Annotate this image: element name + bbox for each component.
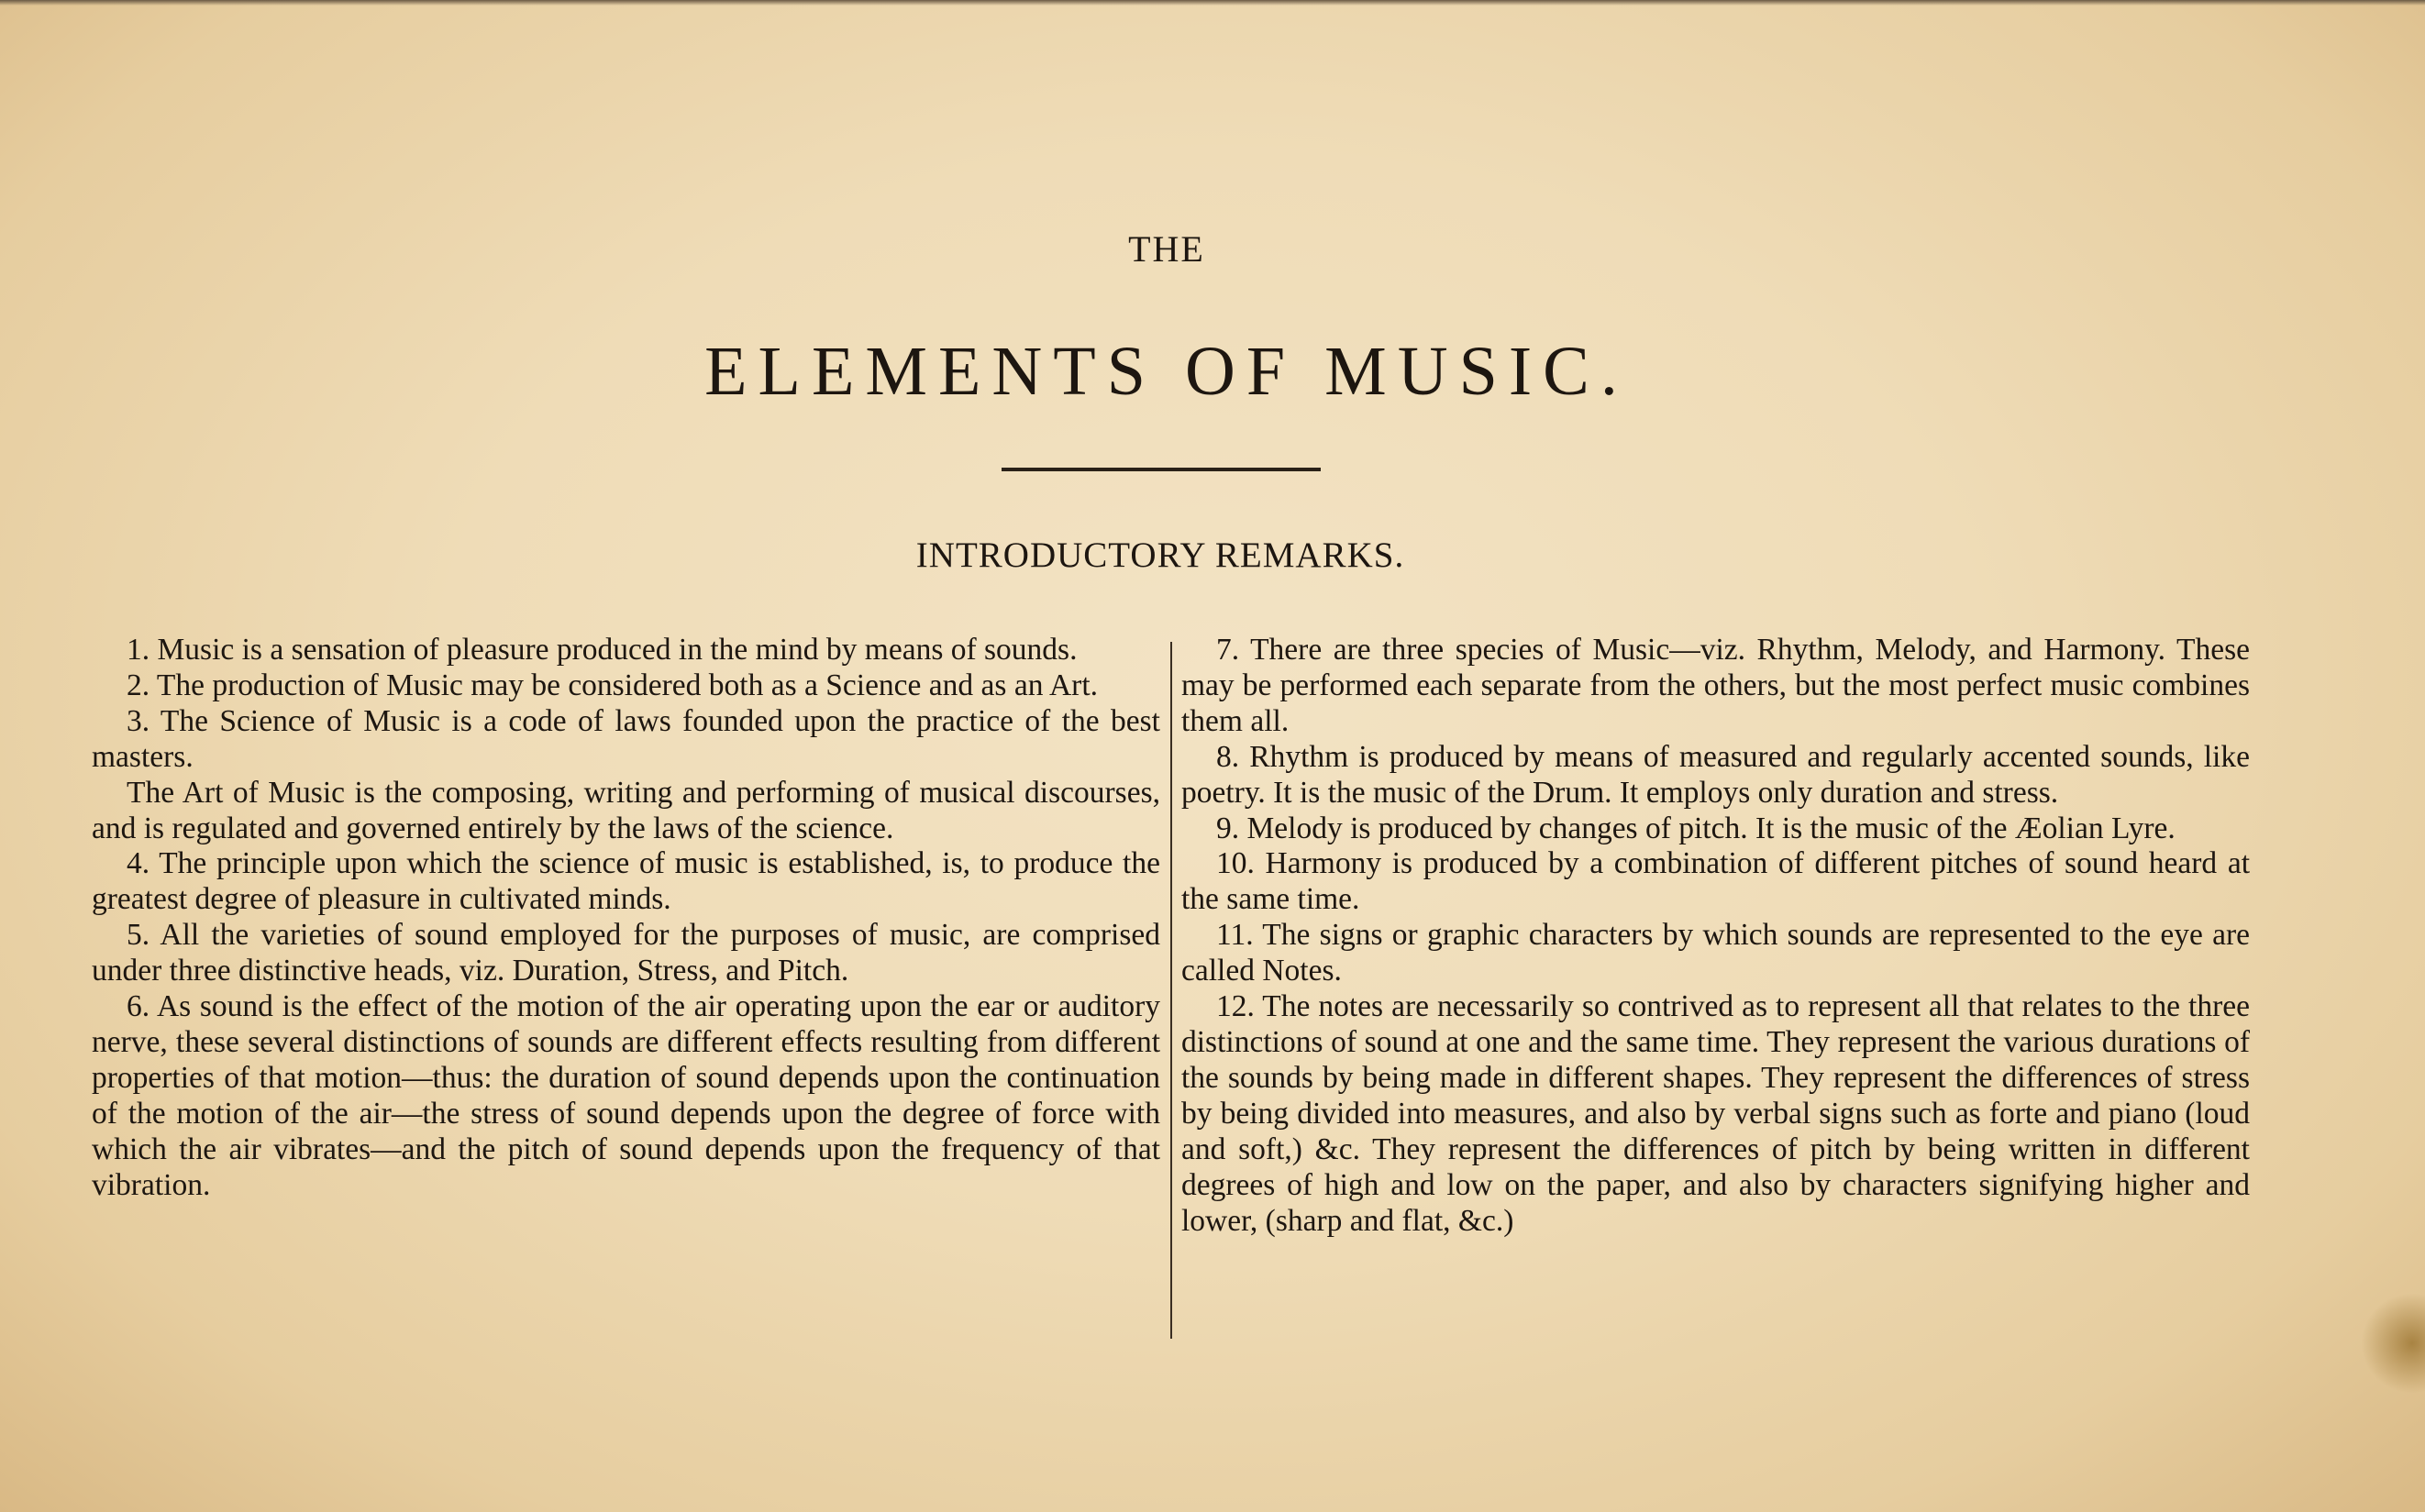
paragraph-2: 2. The production of Music may be considered both as a Science and as an Art. — [127, 668, 1098, 702]
paragraph-10: 10. Harmony is produced by a combination of different pitches of sound heard at the same time. — [1181, 846, 2250, 917]
heading-the: THE — [1128, 228, 1205, 270]
right-column — [1181, 633, 2250, 1239]
paragraph-6: 6. As sound is the effect of the motion of the air operating upon the ear or auditory nerve, these several distinctions of sounds are different effects resulting from different properties of that motion—thus: the duration of sound depends upon the continuation of the motion of the air—the stress of sound depends upon the degree of force with which the air vibrates—and the pitch of sound depends upon the frequency of that vibration. — [92, 989, 1160, 1202]
paragraph-4: 4. The principle upon which the science of music is established, is, to produce the greatest degree of pleasure in cultivated minds. — [92, 846, 1160, 917]
paragraph-3: 3. The Science of Music is a code of laws founded upon the practice of the best masters. — [92, 703, 1160, 774]
page-top-edge — [0, 0, 2425, 6]
paragraph-9: 9. Melody is produced by changes of pitch. It is the music of the Æolian Lyre. — [1216, 811, 2176, 845]
paragraph-8: 8. Rhythm is produced by means of measured and regularly accented sounds, like poetry. It is the music of the Drum. It employs only duration and stress. — [1181, 739, 2250, 810]
paragraph-12: 12. The notes are necessarily so contrived as to represent all that relates to the three distinctions of sound at one and the same time. They represent the various durations of the sounds by being made in different shapes. They represent the differences of stress by being divided into measures, and also by verbal signs such as forte and piano (loud and soft,) &c. They represent the differences of pitch by being written in different degrees of high and low on the paper, and also by characters signifying higher and lower, (sharp and flat, &c.) — [1181, 989, 2250, 1238]
left-column — [92, 633, 1160, 1204]
page-stain — [2361, 1293, 2425, 1394]
title-rule — [1002, 468, 1321, 471]
column-divider — [1170, 642, 1172, 1339]
paragraph-5: 5. All the varieties of sound employed for the purposes of music, are comprised under three distinctive heads, viz. Duration, Stress, and Pitch. — [92, 918, 1160, 988]
paragraph-11: 11. The signs or graphic characters by which sounds are represented to the eye are called Notes. — [1181, 918, 2250, 988]
section-subtitle: INTRODUCTORY REMARKS. — [915, 535, 1405, 575]
page-title: ELEMENTS OF MUSIC. — [704, 333, 1629, 410]
paragraph-3-art: The Art of Music is the composing, writing and performing of musical discourses, and is regulated and governed entirely by the laws of the science. — [92, 775, 1160, 845]
paragraph-7: 7. There are three species of Music—viz. Rhythm, Melody, and Harmony. These may be performed each separate from the others, but the most perfect music combines them all. — [1181, 633, 2250, 738]
paragraph-1: 1. Music is a sensation of pleasure produced in the mind by means of sounds. — [127, 633, 1078, 667]
